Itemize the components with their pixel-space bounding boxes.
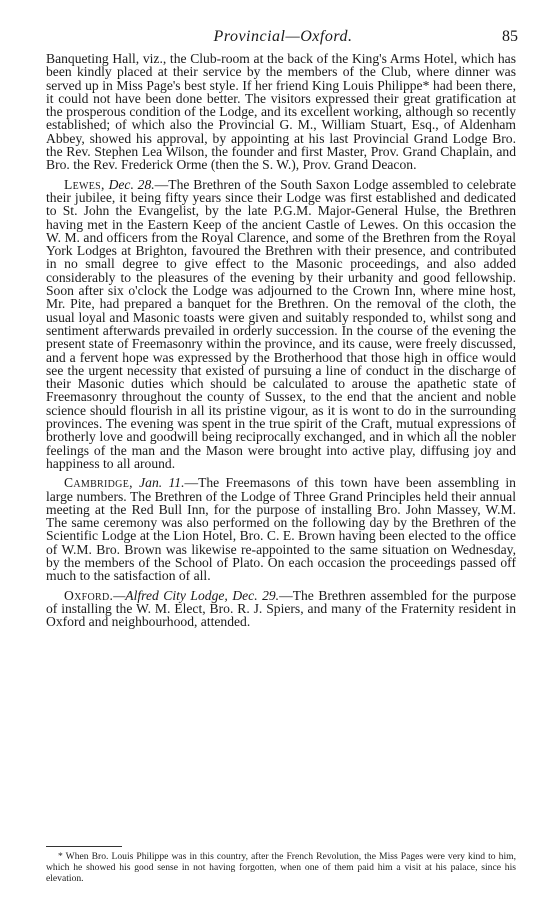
place-name: Oxford.	[64, 587, 114, 603]
paragraph-cambridge	[46, 476, 516, 582]
entry-date: Dec. 28.	[108, 176, 155, 192]
paragraph-text: —The Brethren of the South Saxon Lodge assembled to celebrate their jubilee, it being fifty years since their Lodge was first established and dedicated to St. John the Evangelist, by the late P.G.M. Major-General Hulse, the Brethren having met in the Eastern Keep of the ancient Castle of Lewes. On this occasion the W. M. and officers from the Royal Clarence, and some of the Brethren from the Royal York Lodges at Brighton, favoured the Brethren with their presence, and contributed in no small degree to give effect to the Masonic proceedings, and also added considerably to the pleasures of the evening by their urbanity and good fellowship. Soon after six o'clock the Lodge was adjourned to the Crown Inn, where mine host, Mr. Pite, had prepared a banquet for the Brethren. On the removal of the cloth, the usual loyal and Masonic toasts were given and suitably responded to, whilst song and sentiment afterwards prevailed in orderly succession. In the course of the evening the present state of Freemasonry within the province, and its cause, were freely discussed, and a fervent hope was expressed by the Brotherhood that those high in office would see the urgent necessity that existed of pursuing a line of conduct in the discharge of their Masonic duties which should be calculated to arouse the apathetic state of Freemasonry throughout the county of Sussex, to the end that the ancient and noble science should flourish in all its pristine vigour, as it is wont to do in the surrounding provinces. The evening was spent in the true spirit of the Craft, mutual expressions of brotherly love and goodwill being reciprocally exchanged, and in which all the nobler feelings of the man and the Mason were brought into active play, diffusing joy and happiness to all around.	[46, 176, 516, 471]
page-number: 85	[502, 28, 518, 45]
footnote: * When Bro. Louis Philippe was in this country, after the French Revolution, the Miss Pages were very kind to him, which he showed his good sense in not having forgotten, when one of them paid him a visit at his palace, since his elevation.	[46, 851, 516, 884]
paragraph-text: —The Brethren assembled for the purpose of installing the W. M. Elect, Bro. R. J. Spiers, and many of the Fraternity resident in Oxford and neighbourhood, attended.	[46, 587, 516, 630]
paragraph-banqueting-hall	[46, 52, 516, 172]
paragraph-text: —The Freemasons of this town have been assembling in large numbers. The Brethren of the Lodge of Three Grand Principles held their annual meeting at the Red Bull Inn, for the purpose of installing Bro. John Massey, W.M. The same ceremony was also performed on the following day by the Brethren of the Scientific Lodge at the Lion Hotel, Bro. C. E. Brown having been elected to the office of W.M. Bro. Brown was likewise re-appointed to the same situation on Wednesday, by the members of the School of Plato. On each occasion the proceedings passed off much to the satisfaction of all.	[46, 475, 516, 584]
paragraph-text: Banqueting Hall, viz., the Club-room at the back of the King's Arms Hotel, which has been kindly placed at their service by the members of the Club, where dinner was served up in Miss Page's best style. If her friend King Louis Philippe* had been there, it could not have been done better. The visitors expressed their great gratification at the prosperous condition of the Lodge, and its excellent working, although so recently established; of which also the Provincial G. M., William Stuart, Esq., of Aldenham Abbey, showed his approval, by appointing at his last Provincial Grand Lodge Bro. the Rev. Stephen Lea Wilson, the founder and first Master, Prov. Grand Chaplain, and Bro. the Rev. Frederick Orme (then the S. W.), Prov. Grand Deacon.	[46, 51, 516, 173]
running-title: Provincial—Oxford.	[213, 28, 353, 45]
body-text	[46, 52, 516, 628]
paragraph-oxford	[46, 589, 516, 629]
place-name: Lewes,	[64, 176, 105, 192]
entry-date: Dec. 29.	[232, 587, 280, 603]
lodge-name: —Alfred City Lodge,	[113, 587, 228, 603]
footnote-rule	[46, 846, 122, 847]
entry-date: Jan. 11.	[139, 475, 185, 491]
page-header	[48, 28, 518, 50]
place-name: Cambridge,	[64, 475, 133, 491]
paragraph-lewes	[46, 178, 516, 471]
